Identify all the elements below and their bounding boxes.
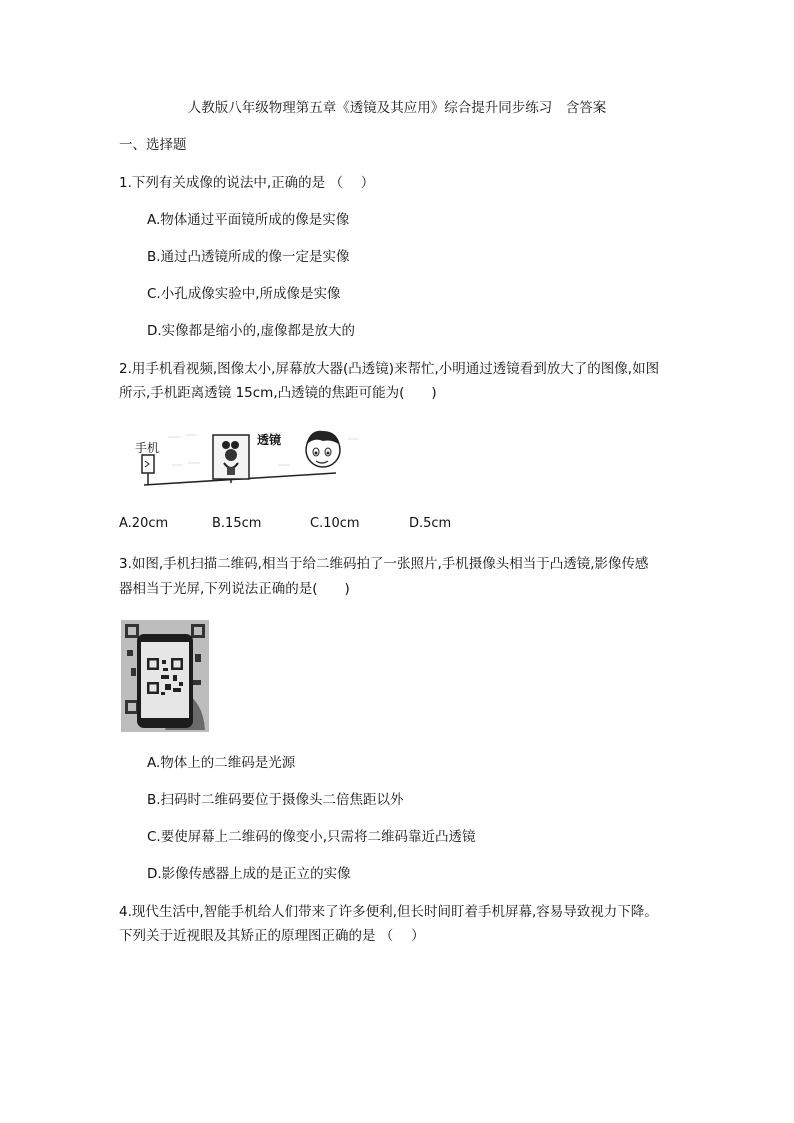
figure-label-phone: 手机 (135, 441, 160, 455)
q2-option-d: D.5cm (409, 516, 452, 531)
q2-option-a: A.20cm (119, 516, 169, 531)
q1-option-d: D.实像都是缩小的,虚像都是放大的 (147, 323, 355, 339)
question-3-stem-line-2: 器相当于光屏,下列说法正确的是( ) (119, 581, 350, 597)
question-4-stem-line-1: 4.现代生活中,智能手机给人们带来了许多便利,但长时间盯着手机屏幕,容易导致视力下降。 (119, 904, 658, 920)
q1-option-c: C.小孔成像实验中,所成像是实像 (147, 286, 341, 302)
q2-option-b: B.15cm (212, 516, 262, 531)
qr-scan-figure (121, 620, 209, 732)
q3-option-d: D.影像传感器上成的是正立的实像 (147, 866, 351, 882)
q1-option-b: B.通过凸透镜所成的像一定是实像 (147, 249, 350, 265)
question-1-stem: 1.下列有关成像的说法中,正确的是 （ ） (119, 175, 375, 191)
question-3-stem-line-1: 3.如图,手机扫描二维码,相当于给二维码拍了一张照片,手机摄像头相当于凸透镜,影像传感 (119, 556, 649, 572)
q3-option-c: C.要使屏幕上二维码的像变小,只需将二维码靠近凸透镜 (147, 829, 476, 845)
question-4-stem-line-2: 下列关于近视眼及其矫正的原理图正确的是 （ ） (119, 928, 425, 944)
q3-option-b: B.扫码时二维码要位于摄像头二倍焦距以外 (147, 792, 404, 808)
section-heading: 一、选择题 (119, 137, 187, 153)
phone-lens-figure (128, 425, 373, 490)
question-2-stem-line-2: 所示,手机距离透镜 15cm,凸透镜的焦距可能为( ) (119, 385, 437, 401)
question-2-stem-line-1: 2.用手机看视频,图像太小,屏幕放大器(凸透镜)来帮忙,小明通过透镜看到放大了的图像,如图 (119, 361, 660, 377)
figure-label-lens: 透镜 (257, 433, 282, 447)
q2-option-c: C.10cm (310, 516, 360, 531)
q3-option-a: A.物体上的二维码是光源 (147, 755, 296, 771)
q1-option-a: A.物体通过平面镜所成的像是实像 (147, 212, 350, 228)
document-title: 人教版八年级物理第五章《透镜及其应用》综合提升同步练习 含答案 (187, 100, 607, 116)
